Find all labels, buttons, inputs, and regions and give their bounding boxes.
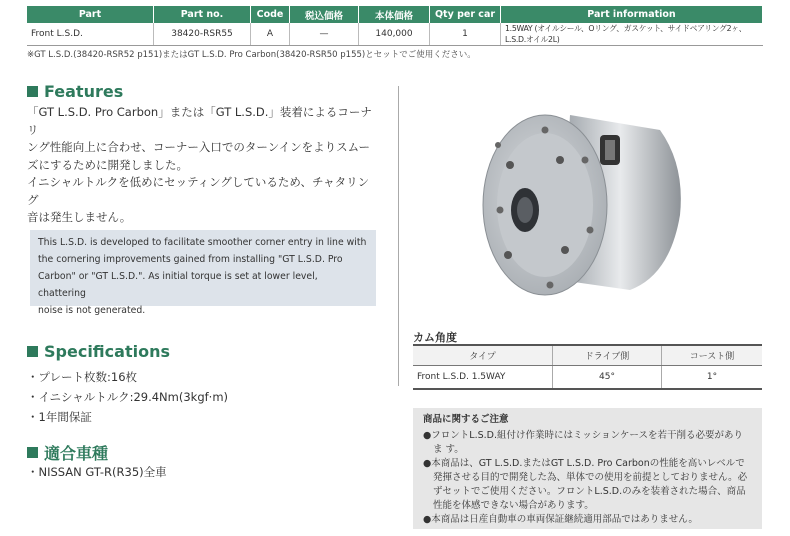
table-row xyxy=(27,23,763,46)
col-base-price: 本体価格 xyxy=(359,6,430,23)
cell-code: A xyxy=(251,23,290,46)
col-tax-price: 税込価格 xyxy=(290,6,359,23)
parts-table xyxy=(27,6,763,46)
col-part-no: Part no. xyxy=(154,6,251,23)
cam-angle-title: カム角度 xyxy=(413,331,457,344)
table-row xyxy=(413,366,762,390)
text-line: イニシャルトルクを低めにセッティングしているため、チャタリング xyxy=(27,175,370,207)
cell-part-no: 38420-RSR55 xyxy=(154,23,251,46)
square-bullet-icon xyxy=(27,447,38,458)
col-type: タイプ xyxy=(413,345,553,366)
specifications-heading xyxy=(27,342,170,361)
spec-list xyxy=(27,367,228,427)
notice-title: 商品に関するご注意 xyxy=(423,414,509,425)
cell-part: Front L.S.D. xyxy=(27,23,154,46)
features-title: Features xyxy=(44,82,124,101)
col-qty: Qty per car xyxy=(430,6,501,23)
features-en-box xyxy=(30,230,376,316)
list-item: ●本商品は日産自動車の車両保証継続適用部品ではありません。 xyxy=(423,514,698,525)
col-code: Code xyxy=(251,6,290,23)
square-bullet-icon xyxy=(27,346,38,357)
col-coast: コースト側 xyxy=(662,345,763,366)
list-item: ・1年間保証 xyxy=(27,410,92,424)
cam-table-header xyxy=(413,345,762,366)
cell-drive: 45° xyxy=(553,366,662,390)
cell-base-price: 140,000 xyxy=(359,23,430,46)
list-item: ・イニシャルトルク:29.4Nm(3kgf·m) xyxy=(27,390,229,404)
list-item: ●フロントL.S.D.組付け作業時にはミッションケースを若干削る必要がありま す。 xyxy=(423,430,743,455)
parts-table-header xyxy=(27,6,763,23)
applicable-car: ・NISSAN GT-R(R35)全車 xyxy=(27,465,167,479)
cell-qty: 1 xyxy=(430,23,501,46)
list-item: ・プレート枚数:16枚 xyxy=(27,370,138,384)
col-part: Part xyxy=(27,6,154,23)
lsd-product-image xyxy=(480,105,695,300)
product-notice-box xyxy=(413,408,762,529)
cam-angle-table xyxy=(413,344,762,390)
text-line: 「GT L.S.D. Pro Carbon」または「GT L.S.D.」装着によるコーナリ xyxy=(27,105,372,137)
text-line: noise is not generated. xyxy=(38,305,146,316)
specifications-title: Specifications xyxy=(44,342,170,361)
applicable-title: 適合車種 xyxy=(44,444,109,463)
col-info: Part information xyxy=(501,6,763,23)
text-line: Carbon" or "GT L.S.D.". As initial torque is set at lower level, chattering xyxy=(38,271,318,299)
list-item: ●本商品は、GT L.S.D.またはGT L.S.D. Pro Carbonの性能を高いレベルで発揮させる目的で開発した為、単体での使用を前提としておりません。必ずセットでご使用ください。フロントL.S.D.のみを装着された場合、商品性能を体感できない場合があります。 xyxy=(423,458,748,511)
features-jp-text xyxy=(27,104,377,227)
applicable-heading xyxy=(27,441,108,464)
col-drive: ドライブ側 xyxy=(553,345,662,366)
divider xyxy=(398,86,399,386)
square-bullet-icon xyxy=(27,86,38,97)
cell-info: 1.5WAY (オイルシール、Oリング、ガスケット、サイドベアリング2ヶ、L.S.D.オイル2L) xyxy=(501,23,763,46)
text-line: the cornering improvements gained from installing "GT L.S.D. Pro xyxy=(38,254,343,265)
cell-type: Front L.S.D. 1.5WAY xyxy=(413,366,553,390)
cell-coast: 1° xyxy=(662,366,763,390)
cell-tax-price: — xyxy=(290,23,359,46)
text-line: 音は発生しません。 xyxy=(27,210,132,224)
text-line: ング性能向上に合わせ、コーナー入口でのターンインをよりスムー xyxy=(27,140,371,154)
features-heading xyxy=(27,82,123,101)
set-usage-note: ※GT L.S.D.(38420-RSR52 p151)またはGT L.S.D. Pro Carbon(38420-RSR50 p155)とセットでご使用ください。 xyxy=(27,50,476,60)
text-line: This L.S.D. is developed to facilitate smoother corner entry in line with xyxy=(38,237,367,248)
text-line: ズにするために開発しました。 xyxy=(27,157,188,172)
